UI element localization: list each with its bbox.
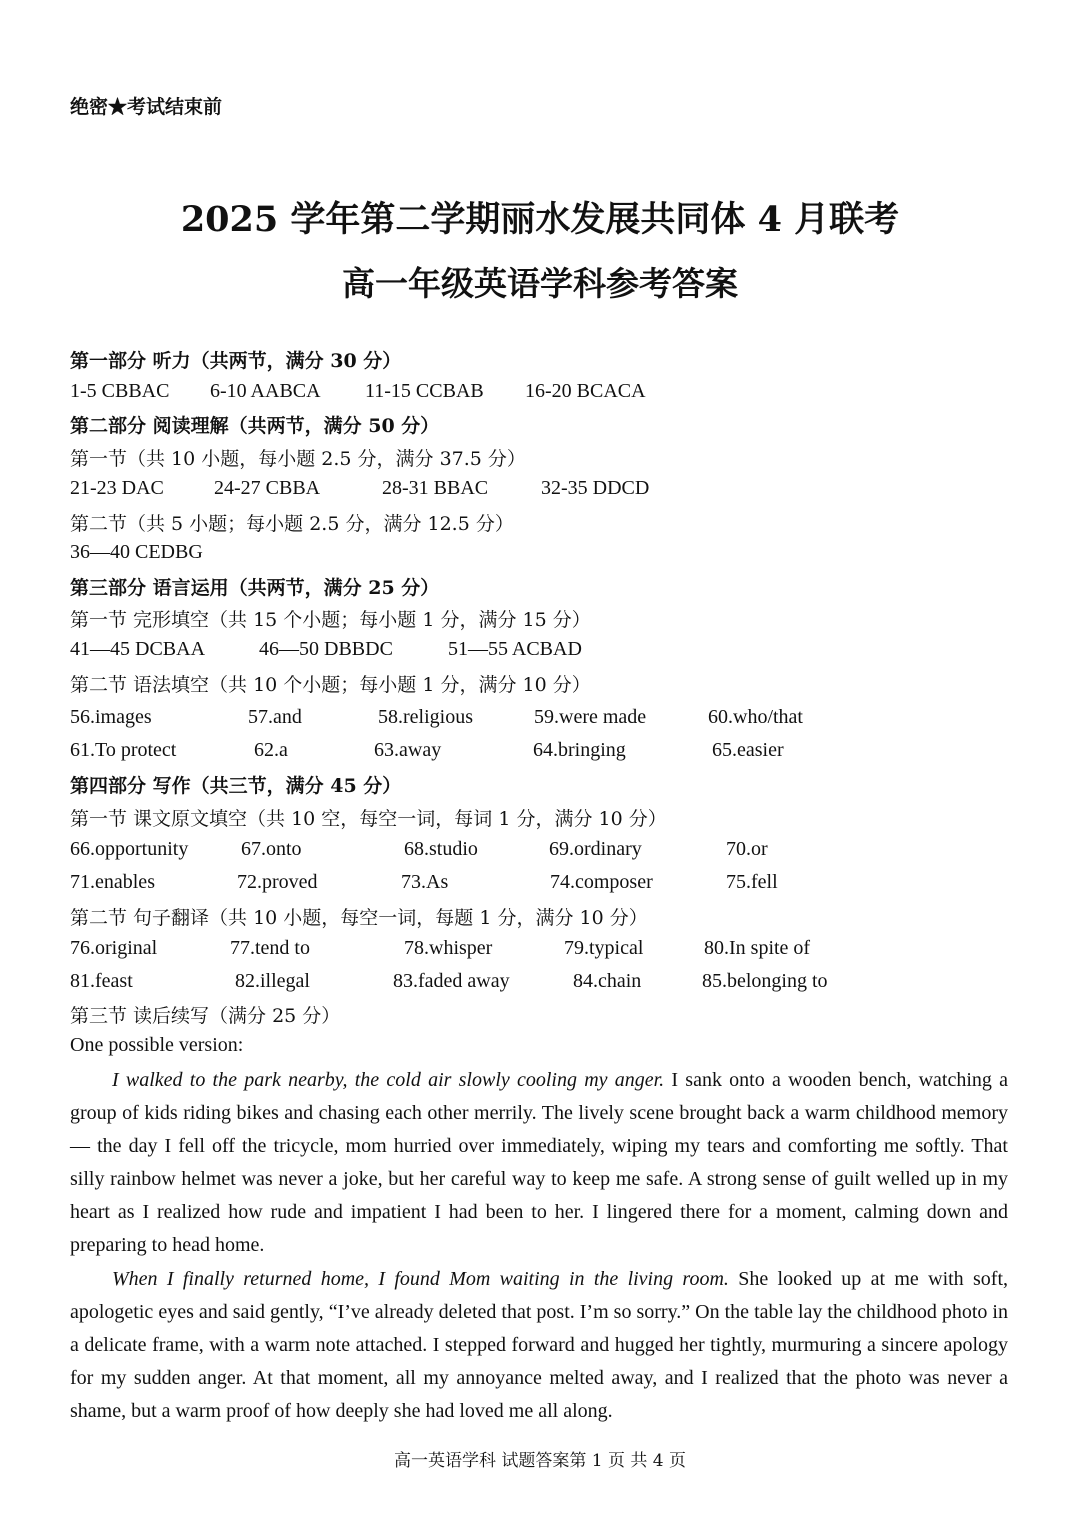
answer-item: 80.In spite of (704, 937, 811, 959)
part4-sec1-heading: 第一节 课文原文填空（共 10 空，每空一词，每词 1 分，满分 10 分） (70, 808, 667, 830)
exam-subtitle: 高一年级英语学科参考答案 (342, 264, 738, 303)
answer-item: 70.or (726, 838, 768, 860)
answer-item: 82.illegal (235, 970, 310, 992)
answer-group: 6-10 AABCA (210, 380, 321, 402)
answer-item: 78.whisper (404, 937, 493, 959)
part2-heading: 第二部分 阅读理解（共两节，满分 50 分） (70, 415, 440, 437)
paragraph-1-lead: I walked to the park nearby, the cold air slowly cooling my anger. (112, 1069, 665, 1091)
part1-heading: 第一部分 听力（共两节，满分 30 分） (70, 350, 402, 372)
part3-sec2-heading: 第二节 语法填空（共 10 个小题；每小题 1 分，满分 10 分） (70, 674, 591, 696)
answer-item: 66.opportunity (70, 838, 189, 860)
answer-group: 46—50 DBBDC (259, 638, 393, 660)
answer-item: 72.proved (237, 871, 318, 893)
part2-sec2-heading: 第二节（共 5 小题；每小题 2.5 分，满分 12.5 分） (70, 513, 514, 535)
answer-item: 85.belonging to (702, 970, 828, 992)
answer-item: 73.As (401, 871, 449, 893)
answer-item: 71.enables (70, 871, 155, 893)
part4-sec2-heading: 第二节 句子翻译（共 10 小题，每空一词，每题 1 分，满分 10 分） (70, 907, 648, 929)
answer-group: 51—55 ACBAD (448, 638, 582, 660)
answer-item: 76.original (70, 937, 158, 959)
answer-item: 63.away (374, 739, 442, 761)
answer-item: 56.images (70, 706, 152, 728)
answer-group: 41—45 DCBAA (70, 638, 206, 660)
paragraph-1-body: I sank onto a wooden bench, watching a group of kids riding bikes and chasing each other merrily. The lively scene brought back a warm childhood memory — the day I fell off the tricycle, mom hurried over immediately, wiping my tears and comforting me softly. That silly rainbow helmet was never a joke, but her careful way to keep me safe. A strong sense of guilt welled up in my heart as I realized how rude and impatient I had been to her. I lingered there for a moment, calming down and preparing to head home. (70, 1069, 1009, 1257)
answer-group: 36—40 CEDBG (70, 541, 203, 563)
exam-title: 2025 学年第二学期丽水发展共同体 4 月联考 (180, 199, 900, 240)
paragraph-2-body: She looked up at me with soft, apologetic eyes and said gently, “I’ve already deleted that post. I’m so sorry.” On the table lay the childhood photo in a delicate frame, with a warm note attached. I stepped forward and hugged her tightly, murmuring a sincere apology for my sudden anger. At that moment, all my annoyance melted away, and I realized that the photo was never a shame, but a warm proof of how deeply she had loved me all along. (70, 1268, 1009, 1423)
part2-sec1-heading: 第一节（共 10 小题，每小题 2.5 分，满分 37.5 分） (70, 448, 526, 470)
answer-item: 79.typical (564, 937, 644, 959)
answer-group: 21-23 DAC (70, 477, 164, 499)
answer-item: 84.chain (573, 970, 642, 992)
page-footer: 高一英语学科 试题答案第 1 页 共 4 页 (393, 1451, 687, 1471)
answer-group: 24-27 CBBA (214, 477, 321, 499)
answer-item: 64.bringing (533, 739, 626, 761)
answer-item: 74.composer (550, 871, 653, 893)
answer-item: 75.fell (726, 871, 778, 893)
answer-item: 83.faded away (393, 970, 510, 992)
answer-item: 60.who/that (708, 706, 803, 728)
part4-sec3-heading: 第三节 读后续写（满分 25 分） (70, 1005, 341, 1027)
answer-item: 59.were made (534, 706, 647, 728)
answer-item: 68.studio (404, 838, 478, 860)
part3-heading: 第三部分 语言运用（共两节，满分 25 分） (70, 577, 440, 599)
answer-group: 11-15 CCBAB (365, 380, 484, 402)
answer-item: 65.easier (712, 739, 784, 761)
answer-item: 69.ordinary (549, 838, 642, 860)
answer-item: 61.To protect (70, 739, 177, 761)
confidential-label: 绝密★考试结束前 (70, 96, 223, 118)
answer-item: 77.tend to (230, 937, 310, 959)
answer-group: 1-5 CBBAC (70, 380, 170, 402)
part3-sec1-heading: 第一节 完形填空（共 15 个小题；每小题 1 分，满分 15 分） (70, 609, 591, 631)
essay-paragraph-2 (70, 1263, 1008, 1428)
answer-item: 57.and (248, 706, 302, 728)
essay-intro: One possible version: (70, 1034, 244, 1056)
answer-item: 67.onto (241, 838, 302, 860)
answer-group: 16-20 BCACA (525, 380, 646, 402)
answer-item: 58.religious (378, 706, 473, 728)
answer-group: 32-35 DDCD (541, 477, 650, 499)
answer-item: 62.a (254, 739, 288, 761)
essay-paragraph-1 (70, 1064, 1008, 1263)
paragraph-2-lead: When I finally returned home, I found Mom waiting in the living room. (112, 1268, 729, 1290)
part4-heading: 第四部分 写作（共三节，满分 45 分） (70, 775, 402, 797)
answer-group: 28-31 BBAC (382, 477, 489, 499)
answer-item: 81.feast (70, 970, 133, 992)
